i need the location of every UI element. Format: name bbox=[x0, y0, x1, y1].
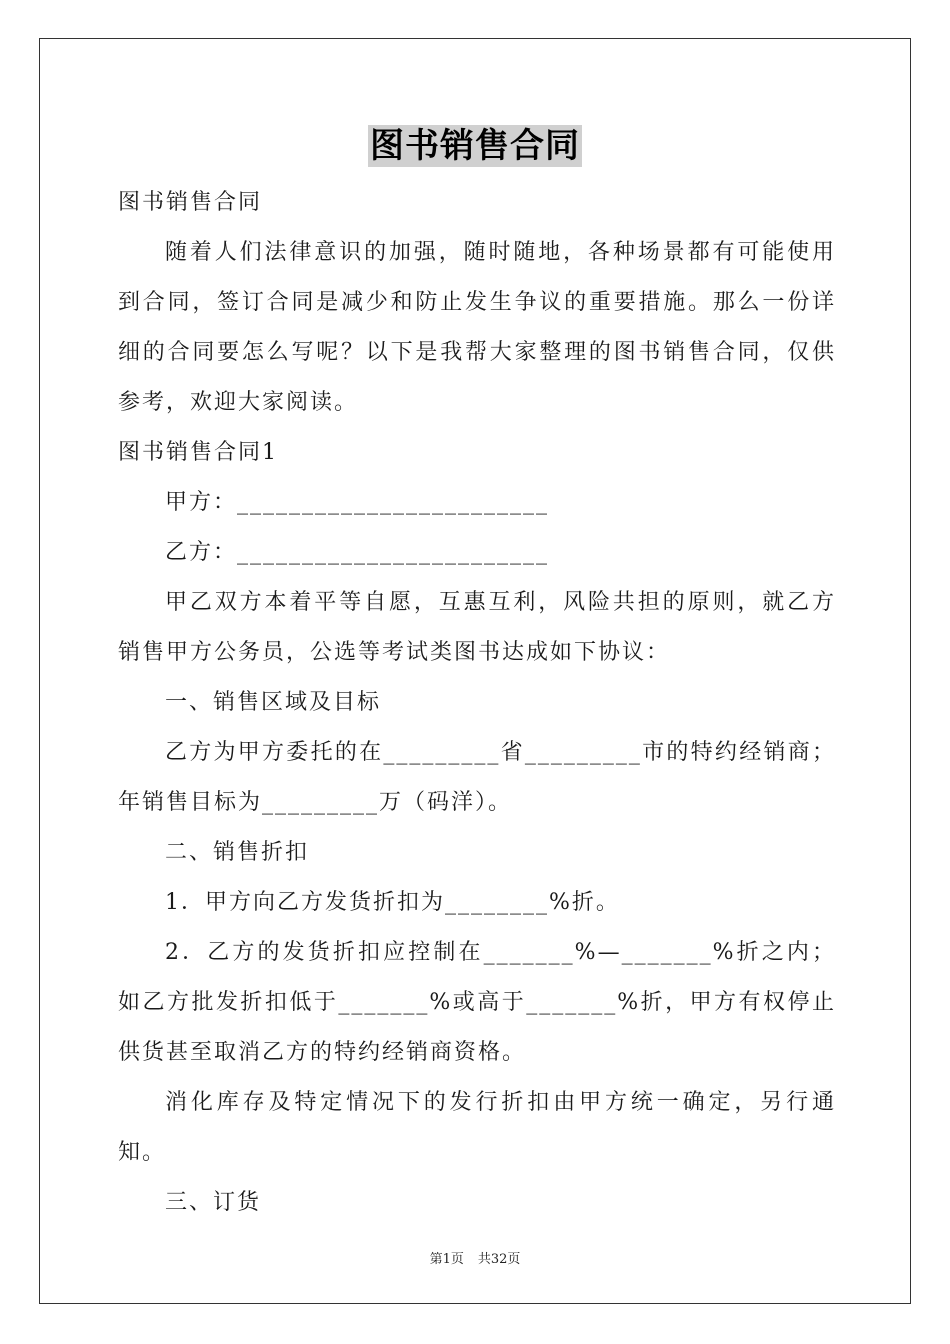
page-number: 第1页 bbox=[429, 1252, 464, 1267]
section-heading-3: 三、订货 bbox=[165, 1190, 262, 1215]
page-footer bbox=[0, 1248, 950, 1267]
paragraph-subtitle: 图书销售合同 bbox=[118, 190, 263, 215]
paragraph-inventory: 消化库存及特定情况下的发行折扣由甲方统一确定，另行通知。 bbox=[118, 1090, 836, 1165]
paragraph-discount-2: 2．乙方的发货折扣应控制在_______%—_______%折之内；如乙方批发折扣低于_______%或高于_______%折，甲方有权停止供货甚至取消乙方的特约经销商资格。 bbox=[118, 940, 836, 1065]
paragraph-discount-1: 1．甲方向乙方发货折扣为________%折。 bbox=[165, 890, 620, 915]
paragraph-agreement: 甲乙双方本着平等自愿，互惠互利，风险共担的原则，就乙方销售甲方公务员，公选等考试类图书达成如下协议： bbox=[118, 590, 836, 665]
paragraph-sales-region: 乙方为甲方委托的在_________省_________市的特约经销商；年销售目标为_________万（码洋）。 bbox=[118, 740, 836, 815]
document-body bbox=[118, 178, 836, 1228]
paragraph-intro: 随着人们法律意识的加强，随时随地，各种场景都有可能使用到合同，签订合同是减少和防止发生争议的重要措施。那么一份详细的合同要怎么写呢？以下是我帮大家整理的图书销售合同，仅供参考，欢迎大家阅读。 bbox=[118, 240, 836, 415]
section-heading-2: 二、销售折扣 bbox=[165, 840, 310, 865]
paragraph-contract-heading: 图书销售合同1 bbox=[118, 440, 278, 465]
section-heading-1: 一、销售区域及目标 bbox=[165, 690, 382, 715]
document-title: 图书销售合同 bbox=[370, 126, 580, 166]
document-title-wrapper bbox=[0, 125, 950, 167]
paragraph-party-a: 甲方：________________________ bbox=[165, 490, 550, 515]
paragraph-party-b: 乙方：________________________ bbox=[165, 540, 550, 565]
page-total: 共32页 bbox=[477, 1252, 521, 1267]
